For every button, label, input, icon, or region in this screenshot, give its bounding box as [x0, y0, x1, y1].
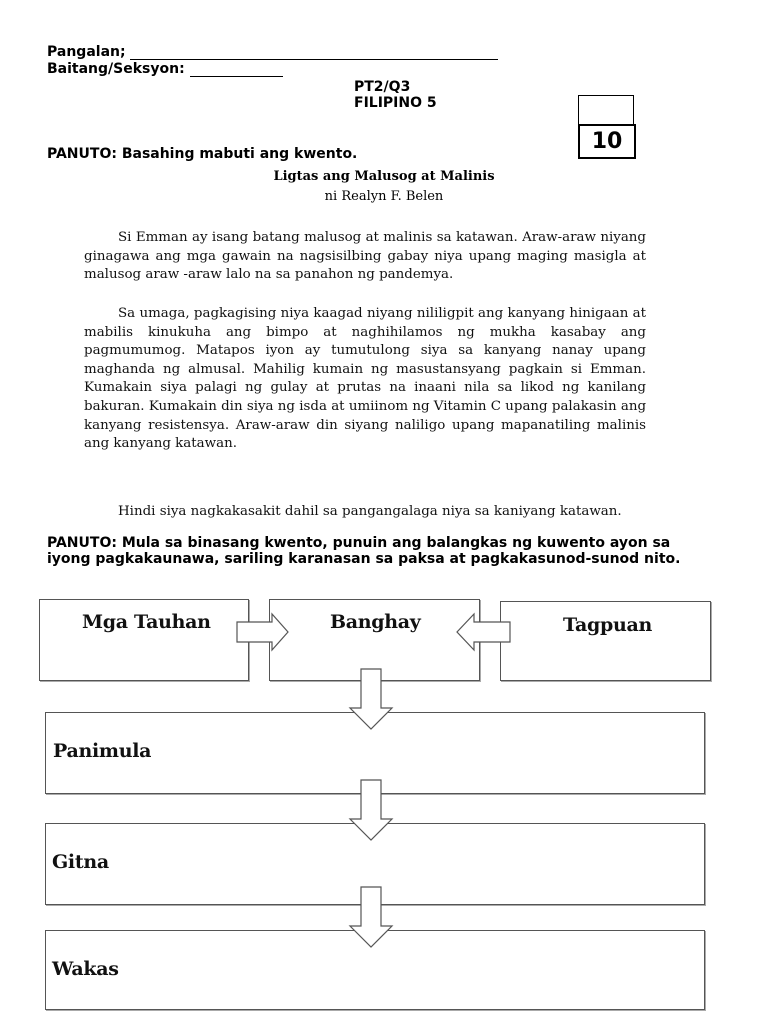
story-paragraph-2: Sa umaga, pagkagising niya kaagad niyang nililigpit ang kanyang hinigaan at mabilis kinukuha ang bimpo at naghihilamos ng mukha kasabay ang pagmumumog. Matapos iyon ay tumutulong siya sa kanyang nanay upang maghanda ng almusal. Mahilig kumain ng masustansyang pagkain si Emman. Kumakain siya palagi ng gulay at prutas na inaani nila sa likod ng kanilang bakuran. Kumakain din siya ng isda at umiinom ng Vitamin C upang palakasin ang kanyang resistensya. Araw-araw din siyang naliligo upang mapanatiling malinis ang kanyang katawan.: [84, 306, 647, 452]
setting-box[interactable]: [500, 601, 711, 681]
down-arrow-icon: [348, 779, 394, 841]
story-author: ni Realyn F. Belen: [324, 189, 444, 204]
end-label: Wakas: [52, 958, 119, 980]
test-code: PT2/Q3: [354, 79, 411, 95]
grade-section-blank-line[interactable]: [190, 62, 283, 77]
subject-title: FILIPINO 5: [354, 95, 437, 111]
instruction-read-story: PANUTO: Basahing mabuti ang kwento.: [47, 146, 358, 162]
name-label: Pangalan;: [47, 44, 126, 60]
name-field: [47, 44, 498, 60]
grade-section-field: [47, 61, 283, 77]
instruction-fill-outline: PANUTO: Mula sa binasang kwento, punuin ang balangkas ng kuwento ayon sa iyong pagkakaunawa, sariling karanasan sa paksa at pagkakasunod-sunod nito.: [47, 535, 715, 567]
score-box-top: [578, 95, 634, 126]
down-arrow-icon: [348, 668, 394, 730]
setting-label: Tagpuan: [563, 614, 653, 636]
plot-label: Banghay: [330, 611, 421, 633]
story-paragraph-1: Si Emman ay isang batang malusog at malinis sa katawan. Araw-araw niyang ginagawa ang mga gawain na nagsisilbing gabay niya upang maging masigla at malusog araw -araw lalo na sa panahon ng pandemya.: [84, 230, 646, 283]
characters-box[interactable]: [39, 599, 249, 681]
middle-label: Gitna: [52, 851, 109, 873]
grade-section-label: Baitang/Seksyon:: [47, 61, 185, 77]
beginning-label: Panimula: [53, 740, 152, 762]
left-arrow-icon: [455, 612, 511, 652]
characters-label: Mga Tauhan: [82, 611, 211, 633]
down-arrow-icon: [348, 886, 394, 948]
story-title: Ligtas ang Malusog at Malinis: [273, 169, 495, 184]
total-score: 10: [578, 124, 636, 159]
name-blank-line[interactable]: [130, 45, 498, 60]
right-arrow-icon: [236, 612, 290, 652]
story-paragraph-3: Hindi siya nagkakasakit dahil sa pangangalaga niya sa kaniyang katawan.: [118, 504, 622, 519]
